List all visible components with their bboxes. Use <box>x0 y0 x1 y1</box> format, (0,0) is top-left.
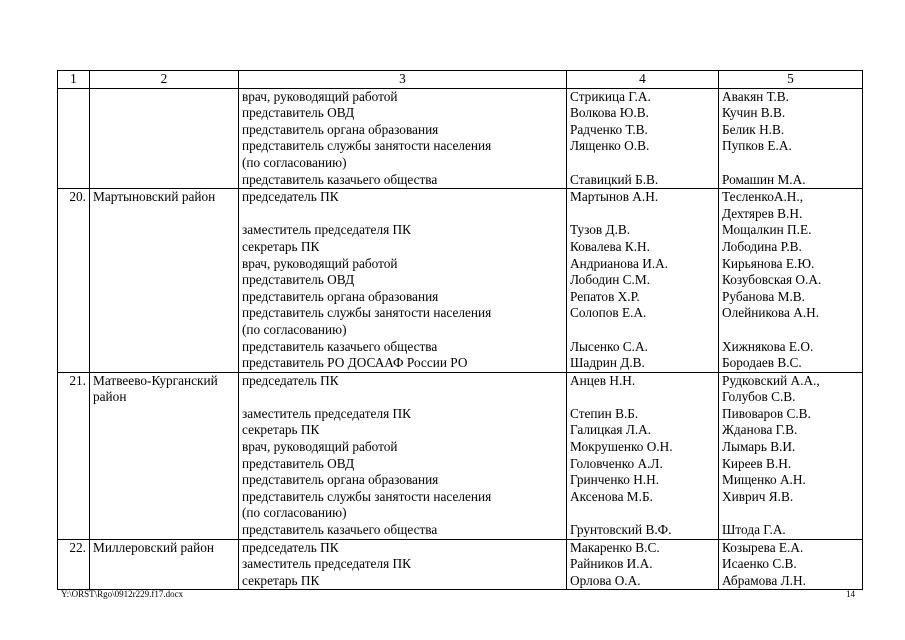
reserve-name: Мощалкин П.Е. <box>722 222 812 238</box>
empty-line <box>570 155 718 172</box>
district-cell <box>90 189 239 373</box>
reserve-name: Козубовская О.А. <box>722 272 822 288</box>
row-number <box>58 88 90 189</box>
role-line: представитель службы занятости населения <box>242 138 492 154</box>
reserve-cell <box>719 189 863 373</box>
empty-line <box>722 322 862 339</box>
member-name: Мартынов А.Н. <box>570 189 659 205</box>
role-line: представитель ОВД <box>242 455 355 471</box>
reserve-name: Бородаев В.С. <box>722 355 802 371</box>
member-name: Тузов Д.В. <box>570 222 631 238</box>
reserve-name: Лободина Р.В. <box>722 238 802 254</box>
member-name: Грунтовский В.Ф. <box>570 522 672 538</box>
column-header-4: 4 <box>567 71 719 89</box>
member-name: Лященко О.В. <box>570 138 650 154</box>
reserve-name: Хижнякова Е.О. <box>722 338 814 354</box>
member-name: Ставицкий Б.В. <box>570 171 659 187</box>
reserve-cell <box>719 372 863 539</box>
district-name-line: район <box>93 389 127 405</box>
row-number: 20. <box>58 189 90 373</box>
table-row <box>58 372 863 539</box>
role-line: представитель казачьего общества <box>242 338 438 354</box>
role-cell <box>239 189 567 373</box>
table-row <box>58 539 863 590</box>
column-header-3: 3 <box>239 71 567 89</box>
file-path: Y:\ORST\Rgo\0912r229.f17.docx <box>61 589 184 599</box>
empty-line <box>722 505 862 522</box>
member-cell <box>567 88 719 189</box>
member-name: Андрианова И.А. <box>570 255 669 271</box>
district-cell <box>90 539 239 590</box>
reserve-name: Олейникова А.Н. <box>722 305 820 321</box>
role-line: (по согласованию) <box>242 154 347 170</box>
reserve-cell <box>719 88 863 189</box>
reserve-name: Дехтярев В.Н. <box>722 205 803 221</box>
member-name: Галицкая Л.А. <box>570 422 652 438</box>
role-cell <box>239 88 567 189</box>
member-name: Лысенко С.А. <box>570 338 648 354</box>
empty-line <box>242 206 566 223</box>
reserve-name: Лымарь В.И. <box>722 439 796 455</box>
role-line: заместитель председателя ПК <box>242 222 411 238</box>
table-row <box>58 88 863 189</box>
member-cell <box>567 539 719 590</box>
role-line: председатель ПК <box>242 539 339 555</box>
role-line: секретарь ПК <box>242 238 320 254</box>
reserve-name: Пупков Е.А. <box>722 138 792 154</box>
role-line: председатель ПК <box>242 372 339 388</box>
role-line: представитель казачьего общества <box>242 522 438 538</box>
role-line: секретарь ПК <box>242 572 320 588</box>
member-name: Радченко Т.В. <box>570 121 648 137</box>
reserve-name: Авакян Т.В. <box>722 88 789 104</box>
role-line: заместитель председателя ПК <box>242 556 411 572</box>
reserve-name: Кирьянова Е.Ю. <box>722 255 815 271</box>
empty-line <box>570 389 718 406</box>
district-name-line: Матвеево-Курганский <box>93 372 218 388</box>
member-name: Мокрушенко О.Н. <box>570 439 673 455</box>
column-header-2: 2 <box>90 71 239 89</box>
role-line: представитель службы занятости населения <box>242 305 492 321</box>
member-cell <box>567 189 719 373</box>
district-cell <box>90 372 239 539</box>
member-name: Макаренко В.С. <box>570 539 660 555</box>
role-cell <box>239 372 567 539</box>
empty-line <box>570 505 718 522</box>
role-line: представитель ОВД <box>242 105 355 121</box>
reserve-name: Хиврич Я.В. <box>722 488 794 504</box>
table-row <box>58 189 863 373</box>
member-name: Солопов Е.А. <box>570 305 647 321</box>
reserve-name: Рудковский А.А., <box>722 372 820 388</box>
member-name: Шадрин Д.В. <box>570 355 645 371</box>
reserve-cell <box>719 539 863 590</box>
role-line: врач, руководящий работой <box>242 439 398 455</box>
role-line: (по согласованию) <box>242 321 347 337</box>
member-name: Гринченко Н.Н. <box>570 472 660 488</box>
column-header-5: 5 <box>719 71 863 89</box>
commission-table <box>57 70 863 590</box>
role-line: представитель ОВД <box>242 272 355 288</box>
member-name: Лободин С.М. <box>570 272 651 288</box>
role-line: представитель органа образования <box>242 288 439 304</box>
empty-line <box>570 206 718 223</box>
member-name: Аксенова М.Б. <box>570 488 653 504</box>
reserve-name: Ромашин М.А. <box>722 171 806 187</box>
empty-line <box>570 322 718 339</box>
district-name-line: Мартыновский район <box>93 189 216 205</box>
member-name: Райников И.А. <box>570 556 653 572</box>
reserve-name: Козырева Е.А. <box>722 539 804 555</box>
member-name: Головченко А.Л. <box>570 455 663 471</box>
role-line: заместитель председателя ПК <box>242 405 411 421</box>
role-line: представитель казачьего общества <box>242 171 438 187</box>
role-line: врач, руководящий работой <box>242 255 398 271</box>
role-line: председатель ПК <box>242 189 339 205</box>
role-line: представитель органа образования <box>242 472 439 488</box>
role-cell <box>239 539 567 590</box>
member-name: Ковалева К.Н. <box>570 238 650 254</box>
reserve-name: Белик Н.В. <box>722 121 785 137</box>
reserve-name: Киреев В.Н. <box>722 455 792 471</box>
row-number: 21. <box>58 372 90 539</box>
role-line: представитель РО ДОСААФ России РО <box>242 355 468 371</box>
header-row <box>58 71 863 89</box>
member-name: Орлова О.А. <box>570 572 641 588</box>
reserve-name: Исаенко С.В. <box>722 556 797 572</box>
member-name: Степин В.Б. <box>570 405 639 421</box>
member-name: Волкова Ю.В. <box>570 105 649 121</box>
member-name: Анцев Н.Н. <box>570 372 636 388</box>
page-number: 14 <box>846 589 855 599</box>
reserve-name: Кучин В.В. <box>722 105 786 121</box>
district-name-line: Миллеровский район <box>93 539 214 555</box>
reserve-name: Абрамова Л.Н. <box>722 572 806 588</box>
role-line: (по согласованию) <box>242 505 347 521</box>
table-body <box>58 88 863 590</box>
reserve-name: ТесленкоА.Н., <box>722 189 804 205</box>
empty-line <box>722 155 862 172</box>
column-header-1: 1 <box>58 71 90 89</box>
role-line: представитель службы занятости населения <box>242 488 492 504</box>
row-number: 22. <box>58 539 90 590</box>
reserve-name: Голубов С.В. <box>722 389 796 405</box>
role-line: представитель органа образования <box>242 121 439 137</box>
reserve-name: Штода Г.А. <box>722 522 786 538</box>
district-cell <box>90 88 239 189</box>
member-cell <box>567 372 719 539</box>
reserve-name: Жданова Г.В. <box>722 422 798 438</box>
role-line: врач, руководящий работой <box>242 88 398 104</box>
reserve-name: Пивоваров С.В. <box>722 405 811 421</box>
empty-line <box>242 389 566 406</box>
member-name: Стрикица Г.А. <box>570 88 651 104</box>
member-name: Репатов Х.Р. <box>570 288 640 304</box>
reserve-name: Рубанова М.В. <box>722 288 805 304</box>
role-line: секретарь ПК <box>242 422 320 438</box>
reserve-name: Мищенко А.Н. <box>722 472 806 488</box>
